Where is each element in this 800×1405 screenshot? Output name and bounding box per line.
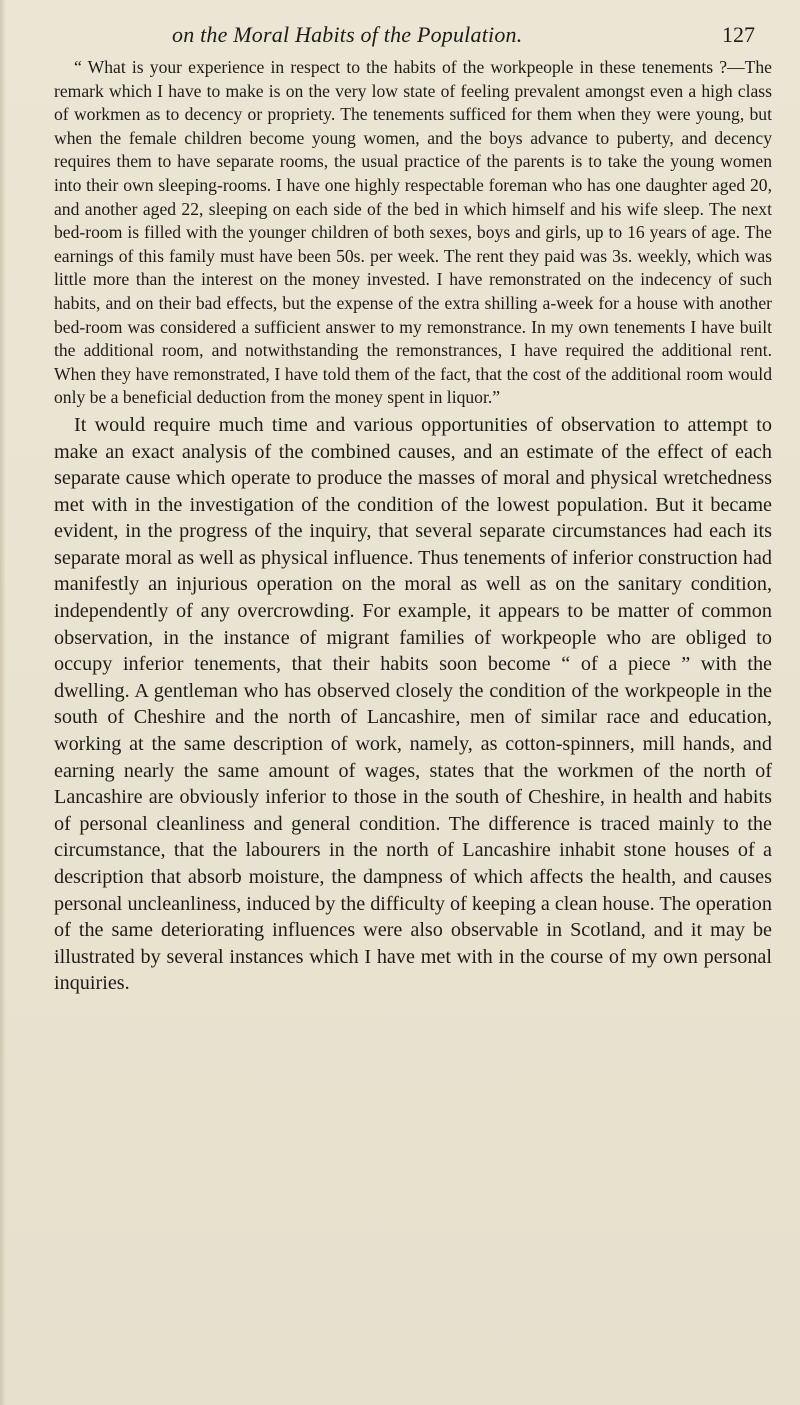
running-title: on the Moral Habits of the Population. [172, 22, 523, 47]
body-text [54, 56, 772, 997]
page-number: 127 [722, 22, 755, 47]
page-header [0, 22, 800, 56]
body-paragraph: It would require much time and various opportunities of observation to attempt to make an exact analysis of the combined causes, and an estimate of the effect of each separate cause which operate to produce the masses of moral and physical wretchedness met with in the investigation of the condition of the lowest population. But it became evident, in the progress of the inquiry, that several separate circumstances had each its separate moral as well as physical influence. Thus tenements of inferior construction had manifestly an injurious operation on the moral as well as on the sanitary condition, independently of any overcrowding. For example, it appears to be matter of common observation, in the instance of migrant families of workpeople who are obliged to occupy inferior tenements, that their habits soon become “ of a piece ” with the dwelling. A gentleman who has observed closely the condition of the workpeople in the south of Cheshire and the north of Lancashire, men of similar race and education, working at the same description of work, namely, as cotton-spinners, mill hands, and earning nearly the same amount of wages, states that the workmen of the north of Lancashire are obviously inferior to those in the south of Cheshire, in health and habits of personal cleanliness and general condition. The difference is traced mainly to the circumstance, that the labourers in the north of Lancashire inhabit stone houses of a description that absorb moisture, the dampness of which affects the health, and causes personal uncleanliness, induced by the difficulty of keeping a clean house. The operation of the same deteriorating influences were also observable in Scotland, and it may be illustrated by several instances which I have met with in the course of my own personal inquiries. [54, 413, 772, 995]
page-edge-shadow [0, 0, 6, 1405]
quoted-testimony-paragraph: “ What is your experience in respect to the habits of the workpeople in these tenements ?—The remark which I have to make is on the very low state of feeling prevalent amongst even a high class of workmen as to decency or propriety. The tenements sufficed for them when they were young, but when the female children become young women, and the boys advance to puberty, and decency requires them to have separate rooms, the usual practice of the parents is to take the young women into their own sleeping-rooms. I have one highly respectable foreman who has one daughter aged 20, and another aged 22, sleeping on each side of the bed in which himself and his wife sleep. The next bed-room is filled with the younger children of both sexes, boys and girls, up to 16 years of age. The earnings of this family must have been 50s. per week. The rent they paid was 3s. weekly, which was little more than the interest on the money invested. I have remonstrated on the indecency of such habits, and on their bad effects, but the expense of the extra shilling a-week for a house with another bed-room was considered a sufficient answer to my remonstrance. In my own tenements I have built the additional room, and notwithstanding the remonstrances, I have required the additional rent. When they have remonstrated, I have told them of the fact, that the cost of the additional room would only be a beneficial deduction from the money spent in liquor.” [54, 57, 772, 408]
